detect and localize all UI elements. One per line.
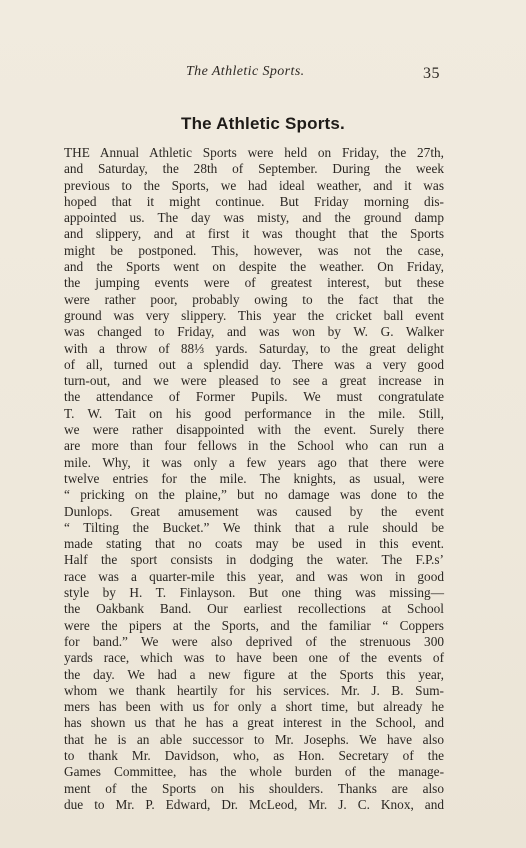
body-line: of all, turned out a splendid day. There was a very good [64,356,444,372]
body-line: “ pricking on the plaine,” but no damage was done to the [64,487,444,503]
body-line: with a throw of 88⅓ yards. Saturday, to the great delight [64,340,444,356]
article-body [64,145,444,813]
body-line: Dunlops. Great amusement was caused by the event [64,503,444,519]
body-line: mile. Why, it was only a few years ago that there were [64,454,444,470]
body-line: yards race, which was to have been one of the events of [64,650,444,666]
body-line: was changed to Friday, and was won by W. G. Walker [64,324,444,340]
body-line: and Saturday, the 28th of September. During the week [64,161,444,177]
body-line: turn-out, and we were pleased to see a great increase in [64,373,444,389]
body-line: due to Mr. P. Edward, Dr. McLeod, Mr. J. C. Knox, and [64,796,444,812]
body-line: ment of the Sports on his shoulders. Thanks are also [64,780,444,796]
running-head: The Athletic Sports. [186,64,305,79]
article-title: The Athletic Sports. [181,114,345,133]
body-line: race was a quarter-mile this year, and was won in good [64,568,444,584]
body-line: were the pipers at the Sports, and the familiar “ Coppers [64,617,444,633]
body-line: are more than four fellows in the School who can run a [64,438,444,454]
body-line: mers has been with us for only a short time, but already he [64,699,444,715]
body-line: made stating that no coats may be used in this event. [64,536,444,552]
body-line: were rather poor, probably owing to the fact that the [64,291,444,307]
body-line: the jumping events were of greatest interest, but these [64,275,444,291]
body-line: whom we thank heartily for his services. Mr. J. B. Sum- [64,682,444,698]
body-line: the day. We had a new figure at the Sports this year, [64,666,444,682]
body-line: Half the sport consists in dodging the water. The F.P.s’ [64,552,444,568]
body-line: THE Annual Athletic Sports were held on Friday, the 27th, [64,145,444,160]
body-line: twelve entries for the mile. The knights, as usual, were [64,470,444,486]
body-line: the attendance of Former Pupils. We must congratulate [64,389,444,405]
page-number: 35 [423,65,440,82]
body-line: ground was very slippery. This year the cricket ball event [64,307,444,323]
body-line: that he is an able successor to Mr. Josephs. We have also [64,731,444,747]
body-line: for band.” We were also deprived of the strenuous 300 [64,633,444,649]
body-line: to thank Mr. Davidson, who, as Hon. Secretary of the [64,747,444,763]
body-line: previous to the Sports, we had ideal weather, and it was [64,177,444,193]
body-line: T. W. Tait on his good performance in the mile. Still, [64,405,444,421]
body-line: has shown us that he has a great interest in the School, and [64,715,444,731]
body-line: “ Tilting the Bucket.” We think that a rule should be [64,519,444,535]
body-line: we were rather disappointed with the event. Surely there [64,422,444,438]
body-line: and the Sports went on despite the weather. On Friday, [64,259,444,275]
body-line: style by H. T. Finlayson. But one thing was missing— [64,585,444,601]
body-line: the Oakbank Band. Our earliest recollections at School [64,601,444,617]
body-line: appointed us. The day was misty, and the ground damp [64,210,444,226]
body-line: hoped that it might continue. But Friday morning dis- [64,193,444,209]
body-line: might be postponed. This, however, was not the case, [64,242,444,258]
body-line: Games Committee, has the whole burden of the manage- [64,764,444,780]
body-line: and slippery, and at first it was thought that the Sports [64,226,444,242]
